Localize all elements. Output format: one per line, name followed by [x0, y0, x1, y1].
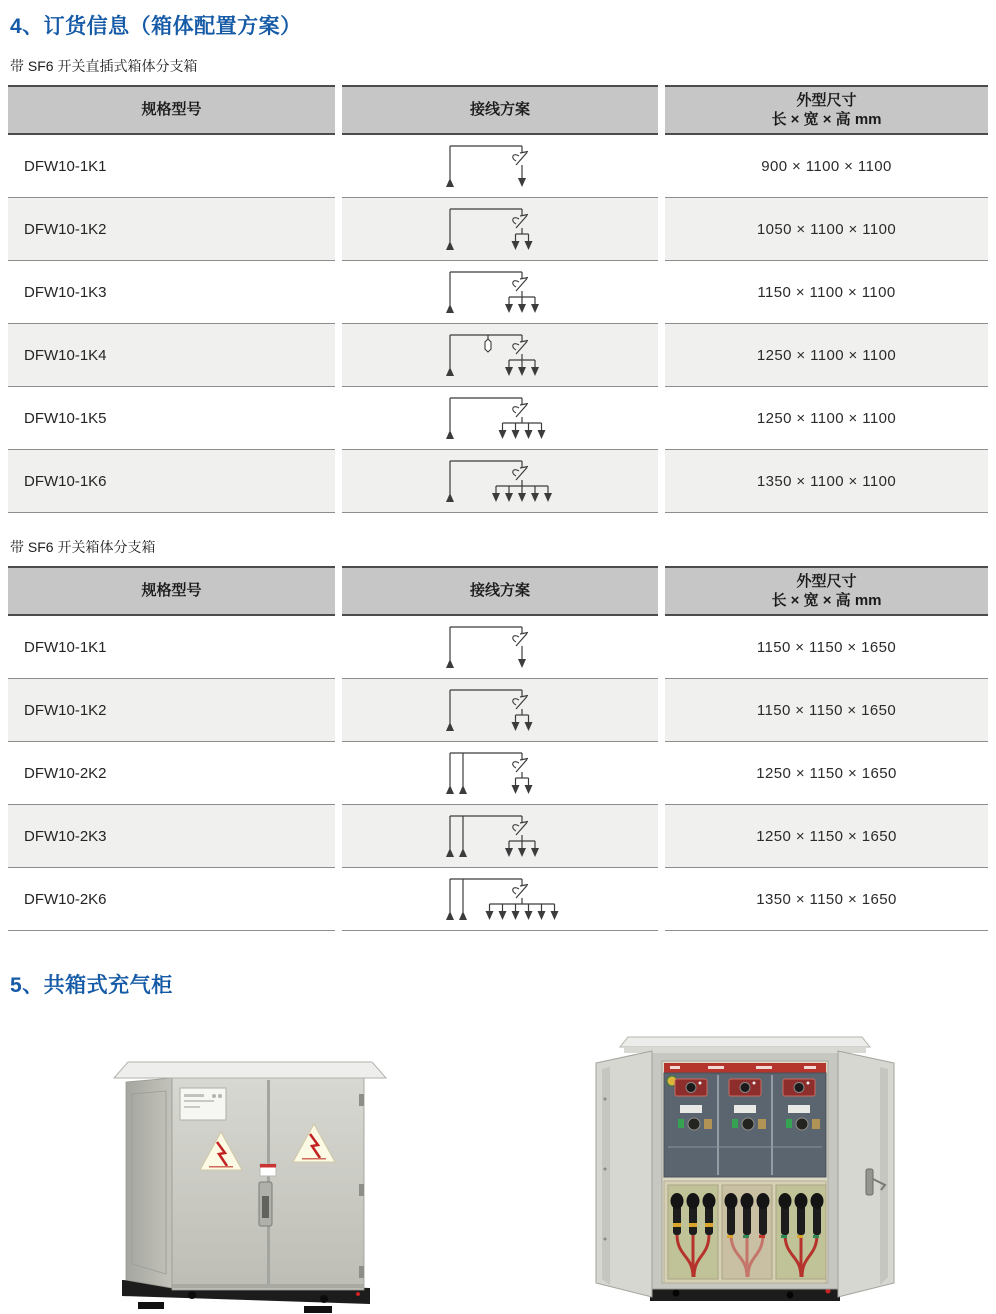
col-header-size-line2: 长 × 宽 × 高 mm — [771, 592, 882, 609]
size-cell: 1350 × 1100 × 1100 — [665, 450, 988, 513]
wiring-diagram — [390, 746, 610, 800]
wiring-diagram — [390, 391, 610, 445]
model-cell: DFW10-1K6 — [8, 450, 335, 513]
size-cell: 1250 × 1100 × 1100 — [665, 324, 988, 387]
wiring-diagram — [390, 328, 610, 382]
model-cell: DFW10-2K6 — [8, 868, 335, 931]
col-header-size — [665, 566, 988, 616]
door-latch — [866, 1169, 873, 1195]
cabinet-roof — [114, 1062, 386, 1078]
scheme-cell — [342, 616, 658, 679]
model-cell: DFW10-2K2 — [8, 742, 335, 805]
interior-switch-panel — [664, 1073, 826, 1177]
size-cell: 1350 × 1150 × 1650 — [665, 868, 988, 931]
table1-caption: 带 SF6 开关直插式箱体分支箱 — [10, 58, 198, 74]
model-cell: DFW10-1K4 — [8, 324, 335, 387]
interior-label-banner — [664, 1063, 826, 1073]
cabinet-open-photo — [590, 1029, 900, 1314]
wiring-diagram — [390, 620, 610, 674]
section4-title: 4、订货信息（箱体配置方案） — [10, 15, 302, 38]
scheme-cell — [342, 450, 658, 513]
size-cell: 900 × 1100 × 1100 — [665, 135, 988, 198]
col-header-size-line1: 外型尺寸 — [796, 91, 857, 109]
section5-title: 5、共箱式充气柜 — [10, 974, 173, 997]
scheme-cell — [342, 135, 658, 198]
cable-compartments — [664, 1181, 826, 1283]
spec-table-2 — [8, 566, 988, 931]
model-cell: DFW10-1K3 — [8, 261, 335, 324]
wiring-diagram — [390, 265, 610, 319]
spec-table-1 — [8, 85, 988, 513]
model-cell: DFW10-1K1 — [8, 616, 335, 679]
model-cell: DFW10-1K1 — [8, 135, 335, 198]
size-cell: 1250 × 1150 × 1650 — [665, 742, 988, 805]
cabinet-side-panel — [126, 1078, 172, 1288]
product-photos — [8, 999, 988, 1314]
scheme-cell — [342, 742, 658, 805]
col-header-model: 规格型号 — [8, 85, 335, 135]
scheme-cell — [342, 805, 658, 868]
col-header-size-line1: 外型尺寸 — [796, 572, 857, 590]
scheme-cell — [342, 324, 658, 387]
col-header-model: 规格型号 — [8, 566, 335, 616]
table2-caption: 带 SF6 开关箱体分支箱 — [10, 539, 156, 555]
cabinet-closed-photo — [108, 1036, 393, 1314]
open-door-right — [838, 1051, 894, 1297]
wiring-diagram — [390, 809, 610, 863]
size-cell: 1250 × 1150 × 1650 — [665, 805, 988, 868]
scheme-cell — [342, 387, 658, 450]
col-header-scheme: 接线方案 — [342, 566, 658, 616]
wiring-diagram — [390, 683, 610, 737]
model-cell: DFW10-1K2 — [8, 679, 335, 742]
wiring-diagram — [390, 202, 610, 256]
size-cell: 1150 × 1150 × 1650 — [665, 616, 988, 679]
scheme-cell — [342, 868, 658, 931]
size-cell: 1150 × 1150 × 1650 — [665, 679, 988, 742]
wiring-diagram — [390, 139, 610, 193]
wiring-diagram — [390, 872, 610, 926]
nameplate — [180, 1088, 226, 1120]
model-cell: DFW10-1K2 — [8, 198, 335, 261]
model-cell: DFW10-2K3 — [8, 805, 335, 868]
open-door-left — [596, 1051, 652, 1297]
wiring-diagram — [390, 454, 610, 508]
cable-compartment — [776, 1185, 826, 1279]
col-header-scheme: 接线方案 — [342, 85, 658, 135]
model-cell: DFW10-1K5 — [8, 387, 335, 450]
scheme-cell — [342, 679, 658, 742]
size-cell: 1150 × 1100 × 1100 — [665, 261, 988, 324]
col-header-size — [665, 85, 988, 135]
size-cell: 1050 × 1100 × 1100 — [665, 198, 988, 261]
scheme-cell — [342, 198, 658, 261]
col-header-size-line2: 长 × 宽 × 高 mm — [771, 111, 882, 128]
cable-compartment — [722, 1185, 772, 1279]
cable-compartment — [668, 1185, 718, 1279]
size-cell: 1250 × 1100 × 1100 — [665, 387, 988, 450]
scheme-cell — [342, 261, 658, 324]
cabinet-roof — [620, 1037, 870, 1047]
